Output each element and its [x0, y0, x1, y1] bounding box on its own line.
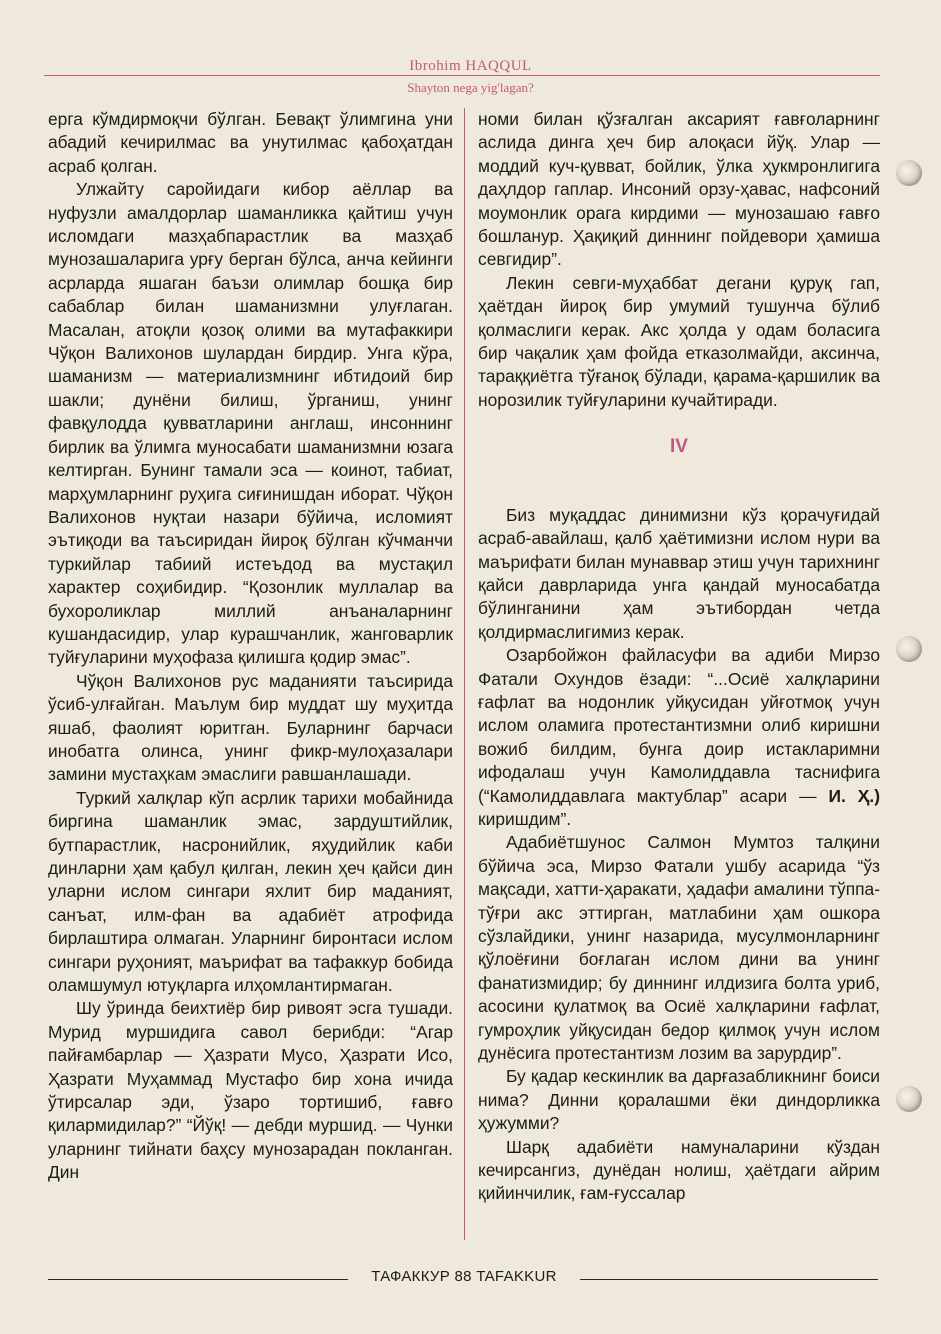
column-divider	[464, 108, 465, 1240]
paragraph: номи билан қўзғалган аксарият ғавғоларнинг аслида динга ҳеч бир алоқаси йўқ. Улар — моддий куч-қувват, бойлик, ўлка ҳукмронлигига даҳлдор гаплар. Инсоний орзу-ҳавас, нафсоний моумонлик орага кирдими — мунозашаю ғавғо бошланур. Ҳақиқий диннинг пойдевори ҳамиша севгидир”.	[478, 109, 880, 270]
paragraph: Туркий халқлар кўп асрлик тарихи мобайнида биргина шаманлик эмас, зардуштийлик, бутпарастлик, насронийлик, яҳудийлик каби динларни ҳам қабул қилган, лекин ҳеч қайси дин уларни ислом сингари яхлит бир маданият, санъат, илм-фан ва адабиёт атрофида бирлаштира олмаган. Уларнинг биронтаси ислом сингари руҳоният, маърифат ва тафаккур бобида оламшумул ютуқларга илҳомлантирмаган.	[48, 787, 453, 996]
paragraph: Лекин севги-муҳаббат дегани қуруқ гап, ҳаётдан йироқ бир умумий тушунча бўлиб қолмаслиги керак. Акс ҳолда у одам боласига бир чақалик ҳам фойда етказолмайди, аксинча, тараққиётга тўғаноқ бўлади, қарама-қаршилик ва норозилик туйғуларини кучайтиради.	[478, 272, 880, 410]
page-footer	[0, 1268, 941, 1292]
page-header	[0, 0, 941, 100]
paragraph-text: Озарбойжон файласуфи ва адиби Мирзо Фатали Охундов ёзади: “...Осиё халқларини ғафлат ва нодонлик уйқусидан уйғотмоқ учун ислом оламига протестантизмни олиб киришни вожиб билдим, бунга доир истакларимни ифодалаш учун Камолиддавла таснифига (“Камолиддавлага мактублар” асари —	[478, 645, 880, 806]
paragraph: Бу қадар кескинлик ва дарғазабликнинг боиси нима? Динни қоралашми ёки диндорликка ҳужумми?	[478, 1066, 880, 1134]
paragraph: ерга кўмдирмоқчи бўлган. Бевақт ўлимгина уни абадий кечирилмас ва унутилмас қабоҳатдан асраб қолган.	[48, 109, 453, 176]
right-column	[478, 108, 880, 1206]
footer-rule-right	[580, 1279, 878, 1280]
paragraph: Адабиётшунос Салмон Мумтоз талқини бўйича эса, Мирзо Фатали ушбу асарида “ўз мақсади, хатти-ҳаракати, ҳадафи амалини тўппа-тўғри акс эттирган, матлабини ҳам ошкора сўзлайдики, унинг назарида, мусулмонларнинг қўлоёғини боғлаган ислом дини ва унинг фанатизмидир; бу диннинг илдизига болта уриб, асосини қулатмоқ ва Осиё халқларини ғафлат, гумроҳлик уйқусидан бедор қилмоқ учун ислом дунёсига протестантизм лозим ва зарурдир”.	[478, 832, 880, 1064]
running-author: Ibrohim HAQQUL	[409, 58, 532, 74]
binder-hole	[896, 160, 922, 186]
running-title: Shayton nega yig'lagan?	[407, 80, 534, 95]
paragraph-tail: киришдим”.	[478, 808, 572, 829]
binder-hole	[896, 1086, 922, 1112]
paragraph	[478, 644, 880, 831]
paragraph: Биз муқаддас динимизни кўз қорачуғидай асраб-авайлаш, қалб ҳаётимизни ислом нури ва маърифати билан мунаввар этиш учун тарихнинг қайси даврларида унга қандай муносабатда бўлинганини ҳам эътибордан четда қолдирмаслигимиз керак.	[478, 504, 880, 642]
paragraph: Чўқон Валихонов рус маданияти таъсирида ўсиб-улғайган. Маълум бир муддат шу муҳитда яшаб, фаолият юритган. Буларнинг барчаси инобатга олинса, унинг фикр-мулоҳазалари замини мустаҳкам эмаслиги равшанлашади.	[48, 670, 453, 785]
binder-hole	[896, 636, 922, 662]
paragraph: Шу ўринда беихтиёр бир ривоят эсга тушади. Мурид муршидига савол берибди: “Агар пайғамбарлар — Ҳазрати Мусо, Ҳазрати Исо, Ҳазрати Муҳаммад Мустафо бир хона ичида ўтирсалар эди, ўзаро тортишиб, ғавғо қилармидилар?” “Йўқ! — дебди муршид. — Чунки уларнинг тийнати баҳсу мунозарадан покланган. Дин	[48, 998, 453, 1183]
footer-rule-left	[48, 1279, 348, 1280]
header-rule	[44, 75, 880, 76]
paragraph: Шарқ адабиёти намуналарини кўздан кечирсангиз, дунёдан нолиш, ҳаётдаги айрим қийинчилик, ғам-ғуссалар	[478, 1136, 880, 1204]
footer-text: ТАФАККУР 88 TAFAKKUR	[371, 1268, 557, 1285]
section-number: IV	[670, 436, 688, 458]
author-initials: И. Ҳ.)	[828, 785, 880, 806]
paragraph: Улжайту саройидаги кибор аёллар ва нуфузли амалдорлар шаманликка қайтиш учун исломдаги мазҳабпарастлик ва мазҳаб мунозашаларига урғу берган бўлса, анча кейинги асрларда яшаган баъзи олимлар бошқа бир сабаблар билан шаманизмни улуғлаган. Масалан, атоқли қозоқ олими ва мутафаккири Чўқон Валихонов шулардан бирдир. Унга кўра, шаманизм — материализмнинг ибтидоий бир шакли; дунёни билиш, ўрганиш, унинг фавқулодда қувватларини англаш, инсоннинг бирлик ва ўлимга муносабати шаманизмни юзага келтирган. Бунинг тамали эса — коинот, табиат, марҳумларнинг руҳига сиғинишдан иборат. Чўқон Валихонов нуқтаи назари бўйича, исломият эътиқоди ва таъсиридан йироқ бўлган кўчманчи туркийлар табиий истеъдод ва мустақил характер соҳибидир. “Қозонлик муллалар ва бухороликлар миллий анъаналарнинг кушандасидир, улар курашчанлик, жанговарлик туйғуларини муҳофаза қилишга қодир эмас”.	[48, 179, 453, 668]
left-column	[48, 108, 453, 1185]
